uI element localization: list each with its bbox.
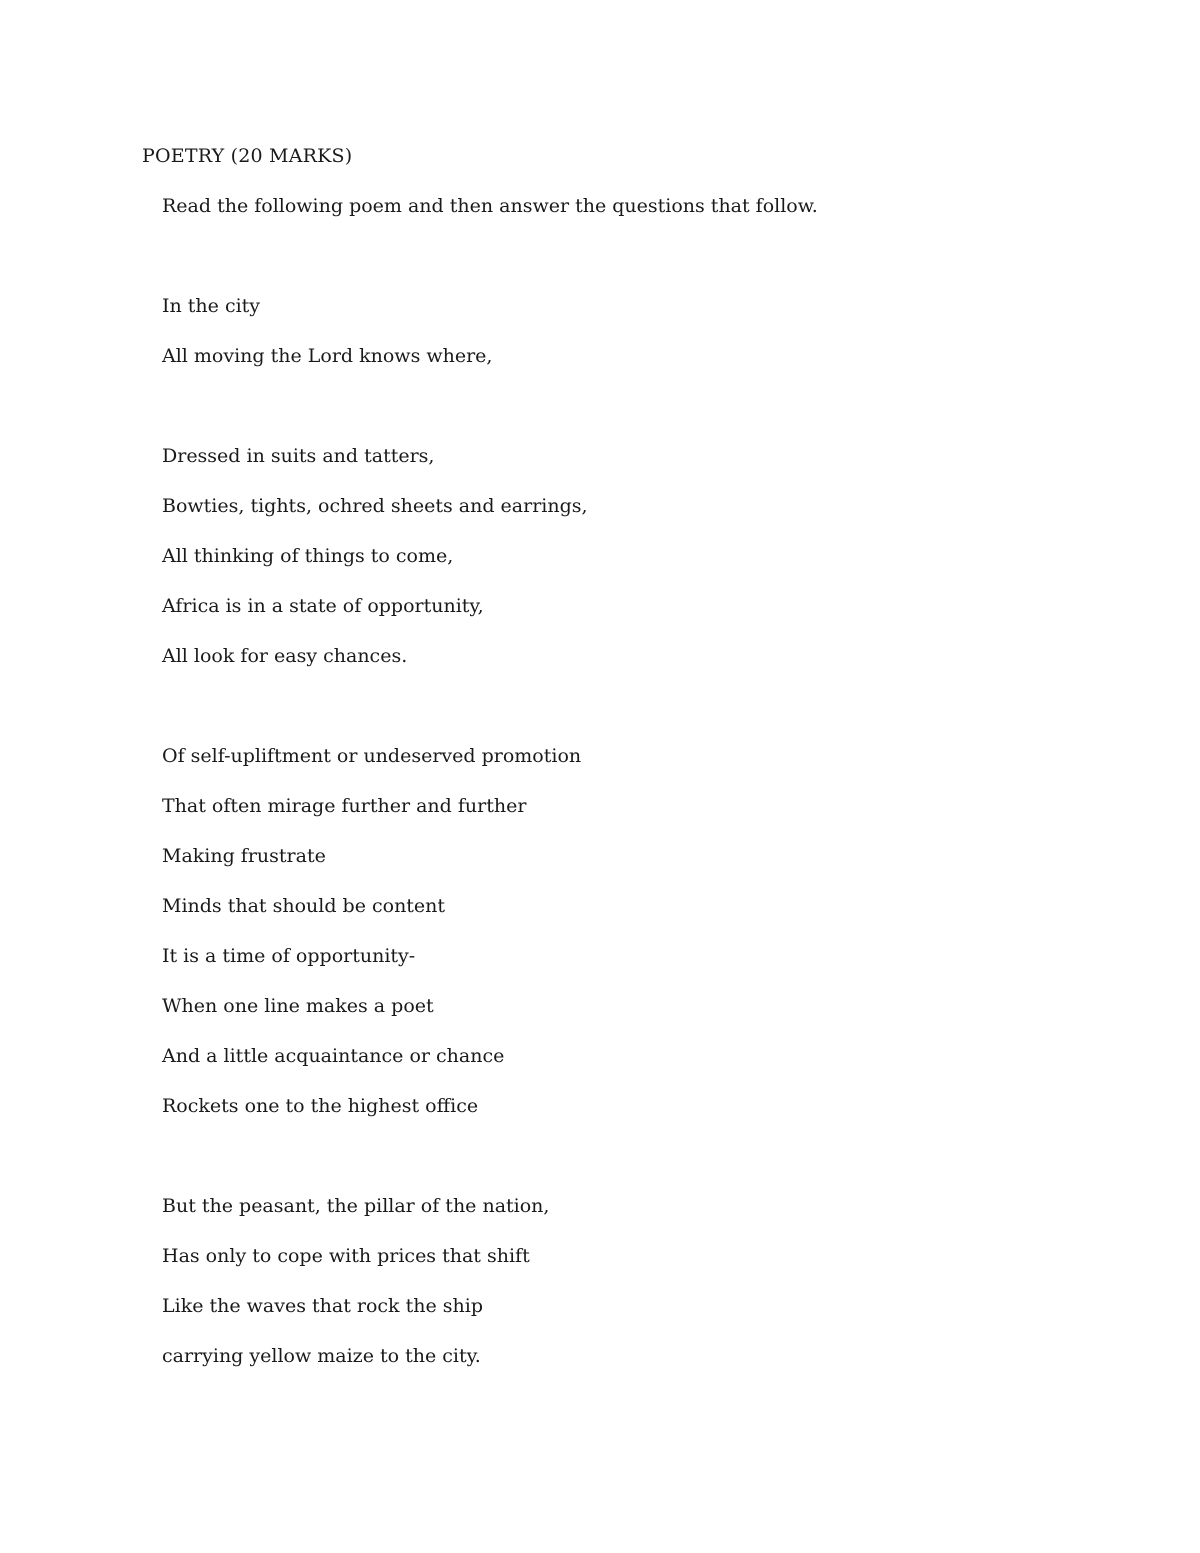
poem-line: When one line makes a poet [162,995,434,1017]
poem-line: Making frustrate [162,845,326,867]
poem-stanza-1 [162,292,588,392]
poem-line: All thinking of things to come, [162,545,454,567]
poem-stanza-2 [162,442,588,692]
poem-line: All look for easy chances. [162,645,408,667]
poem-line: Bowties, tights, ochred sheets and earrings, [162,495,588,517]
poem-line: That often mirage further and further [162,795,527,817]
poem-line: Of self-upliftment or undeserved promotion [162,745,582,767]
poem-line: Africa is in a state of opportunity, [162,595,484,617]
poem-line: In the city [162,295,261,317]
poem-line: And a little acquaintance or chance [162,1045,505,1067]
poem [162,292,588,1392]
poem-line: It is a time of opportunity- [162,945,416,967]
poem-line: Dressed in suits and tatters, [162,445,435,467]
poem-stanza-4 [162,1192,588,1392]
poem-line: Like the waves that rock the ship [162,1295,483,1317]
poem-line: All moving the Lord knows where, [162,345,493,367]
section-heading: POETRY (20 MARKS) [142,145,353,167]
poem-line: Minds that should be content [162,895,446,917]
poem-line: Rockets one to the highest office [162,1095,479,1117]
poem-line: But the peasant, the pillar of the nation, [162,1195,550,1217]
poem-line: Has only to cope with prices that shift [162,1245,530,1267]
instruction-text: Read the following poem and then answer the questions that follow. [162,195,818,217]
poem-line: carrying yellow maize to the city. [162,1345,481,1367]
poem-stanza-3 [162,742,588,1142]
